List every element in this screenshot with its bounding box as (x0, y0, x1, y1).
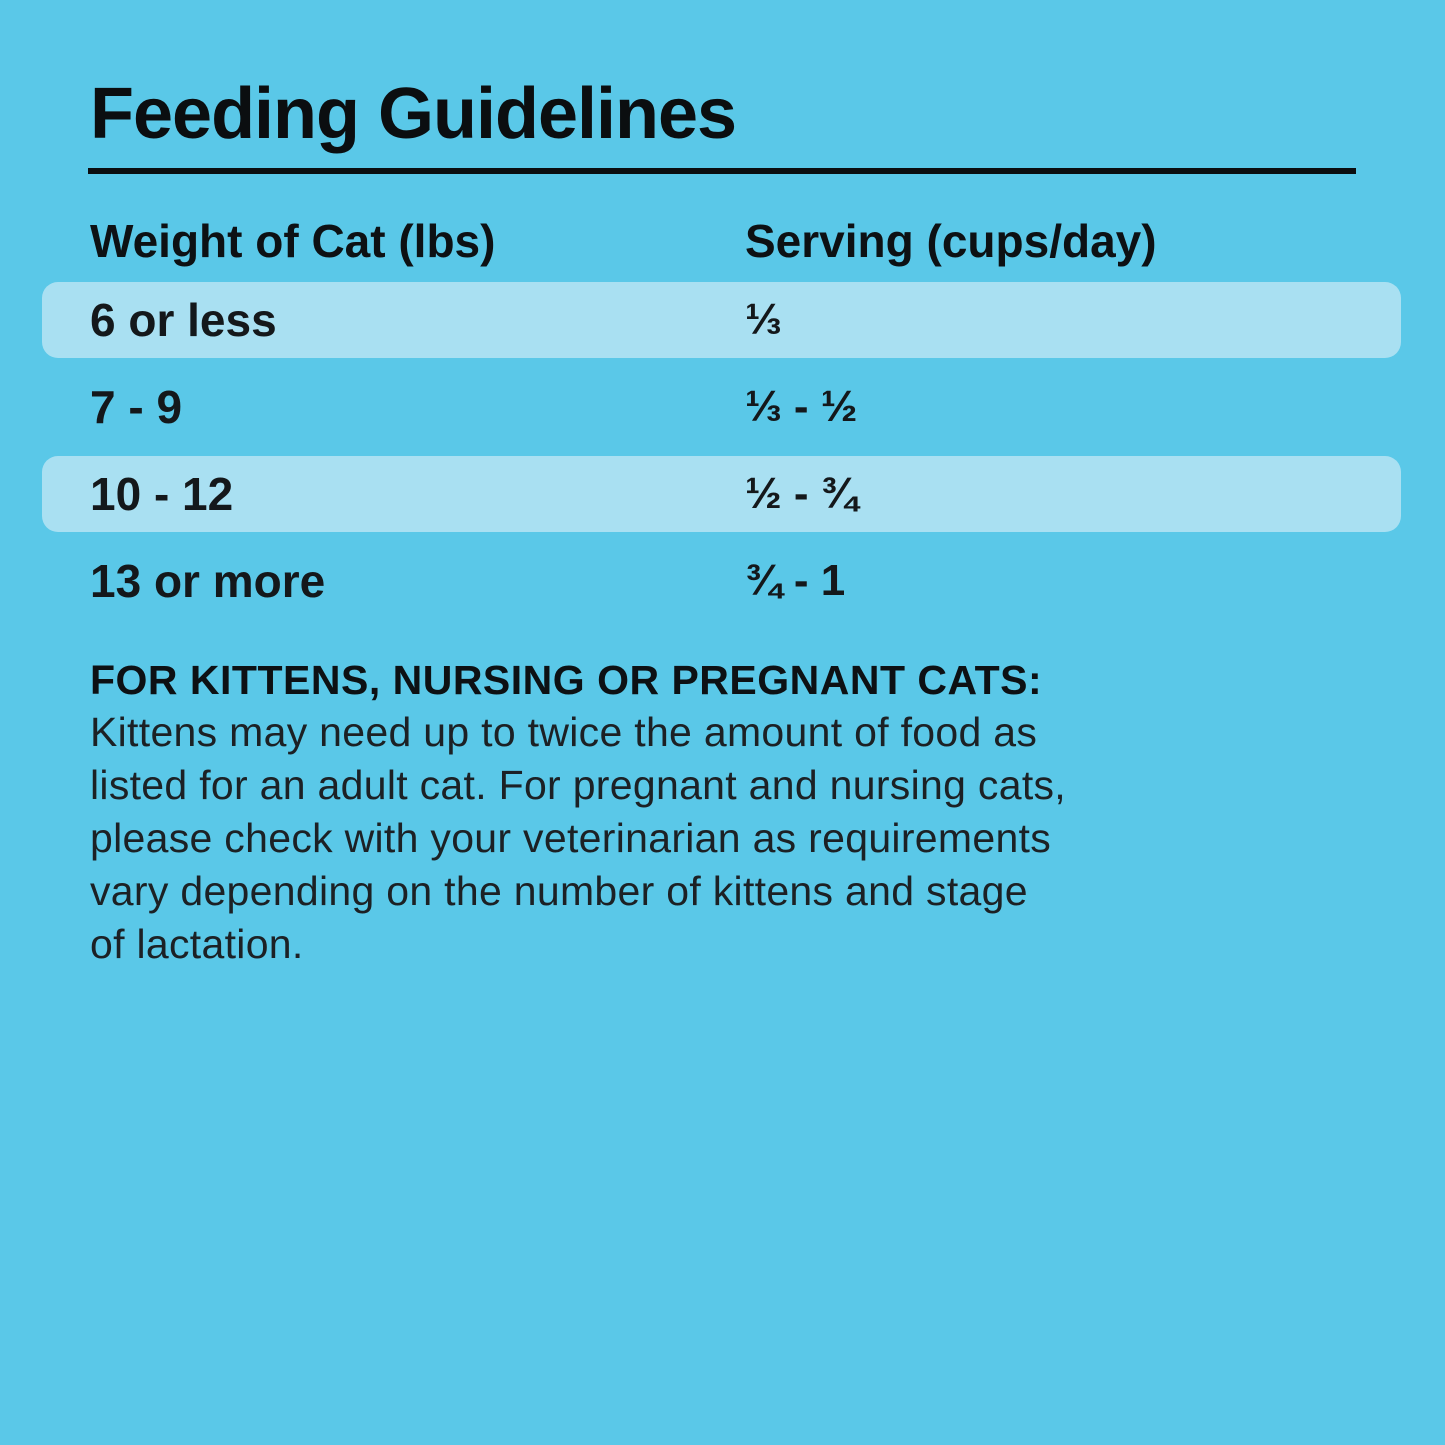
table-row (42, 363, 1401, 450)
column-header-serving: Serving (cups/day) (745, 215, 1157, 267)
kittens-note-line: of lactation. (90, 921, 304, 967)
weight-cell: 7 - 9 (90, 380, 183, 433)
kittens-note-line: Kittens may need up to twice the amount of food as (90, 709, 1038, 755)
serving-cell: ¾ - 1 (745, 555, 846, 605)
kittens-note-line: listed for an adult cat. For pregnant and nursing cats, (90, 762, 1066, 808)
table-row (42, 456, 1401, 532)
weight-cell: 10 - 12 (90, 468, 234, 520)
serving-cell: ½ - ¾ (745, 469, 858, 518)
kittens-note-line: vary depending on the number of kittens and stage (90, 868, 1028, 914)
table-header-row (0, 214, 1445, 268)
table-row (42, 537, 1401, 624)
column-header-weight: Weight of Cat (lbs) (90, 215, 496, 267)
page-title: Feeding Guidelines (90, 74, 737, 154)
kittens-note-heading: FOR KITTENS, NURSING OR PREGNANT CATS: (90, 657, 1043, 703)
kittens-note-line: please check with your veterinarian as requirements (90, 815, 1052, 861)
serving-cell: ⅓ (745, 295, 782, 344)
weight-cell: 6 or less (90, 294, 277, 346)
feeding-table (0, 282, 1445, 624)
title-underline (88, 168, 1356, 174)
kittens-note (90, 654, 1355, 971)
serving-cell: ⅓ - ½ (745, 381, 858, 431)
weight-cell: 13 or more (90, 554, 326, 607)
table-row (42, 282, 1401, 358)
